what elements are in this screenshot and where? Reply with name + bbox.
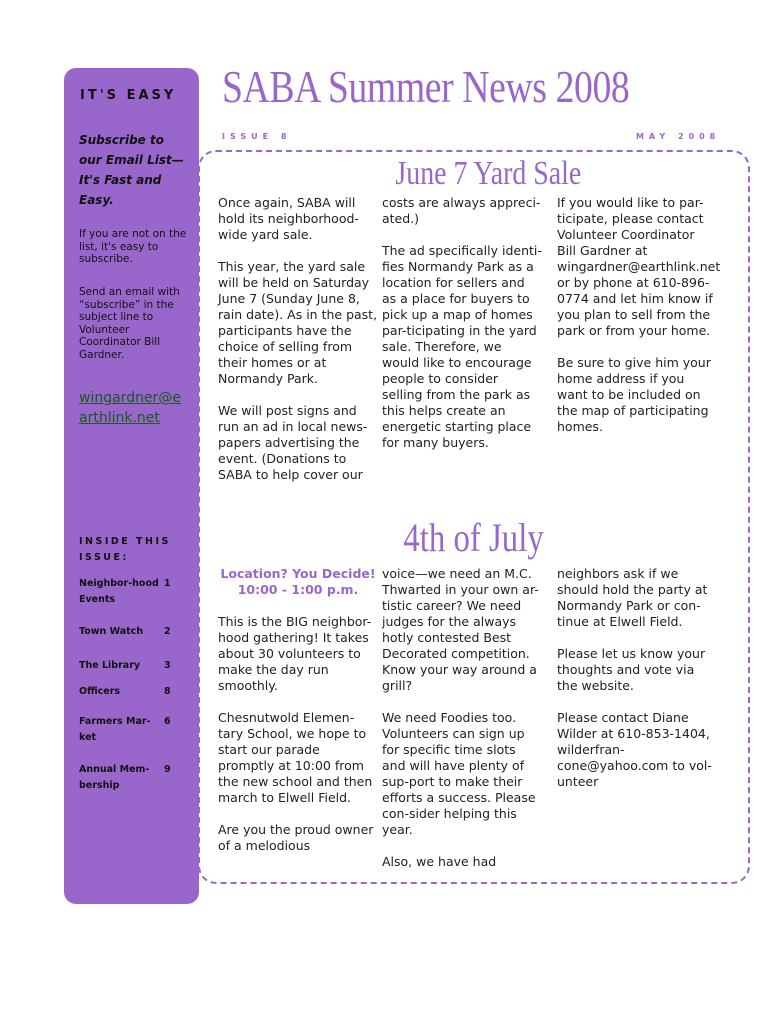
issue-date: MAY 2008 bbox=[636, 132, 721, 141]
issue-number: ISSUE 8 bbox=[222, 132, 292, 141]
toc-page: 9 bbox=[164, 764, 171, 775]
yard-sale-column-2 bbox=[382, 195, 542, 467]
toc-item-officers[interactable] bbox=[79, 684, 191, 700]
paragraph: This year, the yard sale will be held on Saturday June 7 (Sunday June 8, rain date). As in the past, participants have the choice of selling from their homes or at Normandy Park. bbox=[218, 259, 378, 386]
toc-label: Annual Mem-bership bbox=[79, 764, 150, 791]
toc-page: 3 bbox=[164, 660, 171, 671]
subscribe-email-link[interactable]: wingardner@earthlink.net bbox=[79, 390, 181, 426]
sidebar-subtitle: Subscribe to our Email List—It's Fast and Easy. bbox=[79, 133, 184, 207]
paragraph: Chesnutwold Elemen-tary School, we hope to start our parade promptly at 10:00 from the new school and then march to Elwell Field. bbox=[218, 710, 373, 805]
toc-label: The Library bbox=[79, 660, 141, 671]
paragraph: neighbors ask if we should hold the party at Normandy Park or con-tinue at Elwell Field. bbox=[557, 566, 708, 629]
sidebar-para-2: Send an email with “subscribe” in the subject line to Volunteer Coordinator Bill Gardner. bbox=[79, 286, 180, 361]
paragraph: We need Foodies too. Volunteers can sign up for specific time slots and will have plenty of sup-port to make their efforts a success. Please con-sider helping this year. bbox=[382, 710, 536, 837]
toc-page: 2 bbox=[164, 626, 171, 637]
toc-item-library[interactable] bbox=[79, 658, 191, 674]
toc-item-farmers-market[interactable] bbox=[79, 714, 191, 746]
toc-item-neighborhood-events[interactable] bbox=[79, 576, 191, 608]
paragraph: Also, we have had bbox=[382, 854, 497, 869]
july4-column-2 bbox=[382, 566, 542, 886]
toc-page: 1 bbox=[164, 578, 171, 589]
paragraph: costs are always appreci-ated.) bbox=[382, 195, 541, 226]
sidebar bbox=[64, 68, 199, 904]
paragraph: Please contact Diane Wilder at 610-853-1404, wilderfran-cone@yahoo.com to vol-unteer bbox=[557, 710, 712, 789]
toc-page: 6 bbox=[164, 716, 171, 727]
july4-headline: 4th of July bbox=[403, 515, 544, 560]
yard-sale-column-1 bbox=[218, 195, 378, 499]
toc-label: Neighbor-hood Events bbox=[79, 578, 159, 605]
july4-column-3 bbox=[557, 566, 717, 806]
toc-item-town-watch[interactable] bbox=[79, 624, 191, 640]
location-subheading: Location? You Decide! 10:00 - 1:00 p.m. bbox=[220, 566, 376, 597]
sidebar-title: IT'S EASY bbox=[80, 88, 177, 103]
inside-this-issue-heading: INSIDE THIS ISSUE: bbox=[79, 536, 171, 563]
paragraph: voice—we need an M.C. Thwarted in your own ar-tistic career? We need judges for the always hotly contested Best Decorated competition. Know your way around a grill? bbox=[382, 566, 539, 693]
toc-label: Officers bbox=[79, 686, 121, 697]
paragraph: The ad specifically identi-fies Normandy Park as a location for sellers and as a place for buyers to pick up a map of homes par-ticipating in the yard sale. Therefore, we would like to encourage people to consider selling from the park as this helps create an energetic starting place for many buyers. bbox=[382, 243, 542, 450]
paragraph: Are you the proud owner of a melodious bbox=[218, 822, 374, 853]
yard-sale-column-3 bbox=[557, 195, 721, 451]
toc-page: 8 bbox=[164, 686, 171, 697]
yard-sale-headline: June 7 Yard Sale bbox=[395, 155, 582, 192]
paragraph: This is the BIG neighbor-hood gathering! It takes about 30 volunteers to make the day run smoothly. bbox=[218, 614, 372, 693]
toc-label: Farmers Mar-ket bbox=[79, 716, 151, 743]
toc-label: Town Watch bbox=[79, 626, 144, 637]
july4-column-1 bbox=[218, 566, 378, 870]
paragraph: If you would like to par-ticipate, please contact Volunteer Coordinator Bill Gardner at wingardner@earthlink.net or by phone at 610-896-0774 and let him know if you plan to sell from the park or from your home. bbox=[557, 195, 721, 338]
toc-item-annual-membership[interactable] bbox=[79, 762, 191, 794]
paragraph: We will post signs and run an ad in local news-papers advertising the event. (Donations to SABA to help cover our bbox=[218, 403, 368, 482]
sidebar-para-1: If you are not on the list, it's easy to subscribe. bbox=[79, 228, 187, 265]
paragraph: Please let us know your thoughts and vote via the website. bbox=[557, 646, 706, 693]
paragraph: Once again, SABA will hold its neighborhood-wide yard sale. bbox=[218, 195, 359, 242]
newsletter-title: SABA Summer News 2008 bbox=[222, 61, 630, 112]
paragraph: Be sure to give him your home address if you want to be included on the map of participating homes. bbox=[557, 355, 711, 434]
